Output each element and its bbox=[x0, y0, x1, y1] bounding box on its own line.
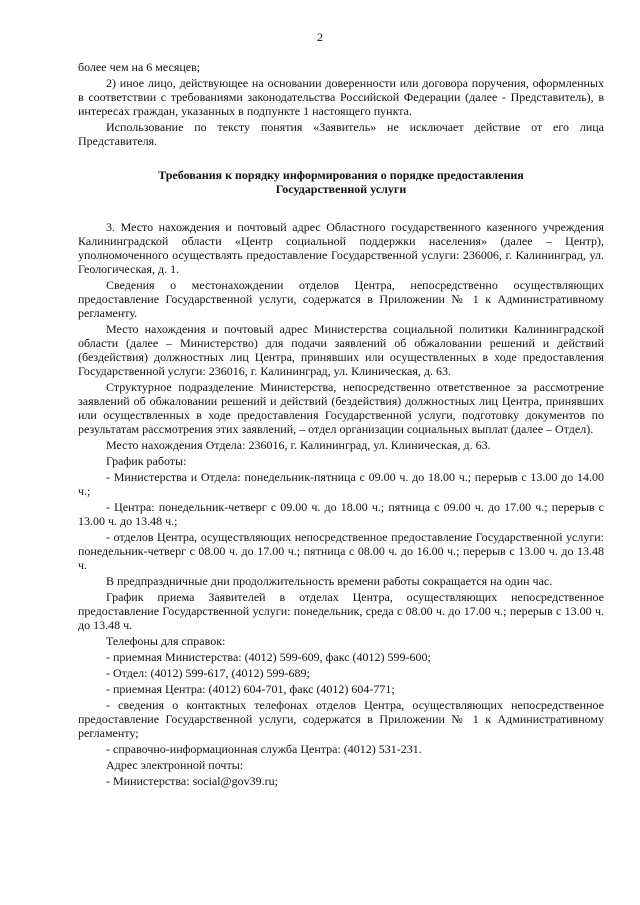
section-heading-line: Государственной услуги bbox=[275, 182, 407, 196]
list-item: - Центра: понедельник-четверг с 09.00 ч. до 18.00 ч.; пятница с 09.00 ч. до 17.00 ч.; перерыв с 13.00 ч. до 13.48 ч.; bbox=[78, 500, 604, 528]
section-heading-line: Требования к порядку информирования о порядке предоставления bbox=[158, 168, 524, 182]
list-item: - отделов Центра, осуществляющих непосредственное предоставление Государственной услуги: понедельник-четверг с 08.00 ч. до 17.00 ч.; пятница с 08.00 ч. до 16.00 ч.; перерыв с 13.00 ч. до 13.48 ч. bbox=[78, 530, 604, 572]
list-item: - Отдел: (4012) 599-617, (4012) 599-689; bbox=[106, 666, 310, 680]
paragraph: 2) иное лицо, действующее на основании доверенности или договора поручения, оформленных в соответствии с требованиями законодательства Российской Федерации (далее - Представитель), в интересах граждан, указанных в подпункте 1 настоящего пункта. bbox=[78, 76, 604, 118]
list-item: - сведения о контактных телефонах отделов Центра, осуществляющих непосредственное предоставление Государственной услуги, содержатся в Приложении № 1 к Административному регламенту; bbox=[78, 698, 604, 740]
paragraph: График работы: bbox=[106, 454, 187, 468]
paragraph: более чем на 6 месяцев; bbox=[78, 60, 201, 74]
paragraph: Структурное подразделение Министерства, непосредственно ответственное за рассмотрение заявлений об обжаловании решений и действий (бездействия) должностных лиц Центра, принявших или осуществленных в ходе предоставления Государственной услуги, подготовку документов по результатам рассмотрения этих заявлений, – отдел организации социальных выплат (далее – Отдел). bbox=[78, 380, 604, 436]
list-item: - приемная Центра: (4012) 604-701, факс (4012) 604-771; bbox=[106, 682, 395, 696]
paragraph: Место нахождения Отдела: 236016, г. Калининград, ул. Клиническая, д. 63. bbox=[106, 438, 491, 452]
paragraph: В предпраздничные дни продолжительность времени работы сокращается на один час. bbox=[106, 574, 553, 588]
paragraph: График приема Заявителей в отделах Центра, осуществляющих непосредственное предоставление Государственной услуги: понедельник, среда с 08.00 ч. до 17.00 ч.; перерыв с 13.00 ч. до 13.48 ч. bbox=[78, 590, 604, 632]
paragraph: Сведения о местонахождении отделов Центра, непосредственно осуществляющих предоставление Государственной услуги, содержатся в Приложении № 1 к Административному регламенту. bbox=[78, 278, 604, 320]
list-item: - Министерства и Отдела: понедельник-пятница с 09.00 ч. до 18.00 ч.; перерыв с 13.00 до 14.00 ч.; bbox=[78, 470, 604, 498]
paragraph: Телефоны для справок: bbox=[106, 634, 226, 648]
page-number: 2 bbox=[317, 30, 323, 44]
paragraph: 3. Место нахождения и почтовый адрес Областного государственного казенного учреждения Калининградской области «Центр социальной поддержки населения» (далее – Центр), уполномоченного осуществлять предоставление Государственной услуги: 236006, г. Калининград, ул. Геологическая, д. 1. bbox=[78, 220, 604, 276]
paragraph: Использование по тексту понятия «Заявитель» не исключает действие от его лица Представителя. bbox=[78, 120, 604, 148]
list-item: - приемная Министерства: (4012) 599-609, факс (4012) 599-600; bbox=[106, 650, 431, 664]
section-heading bbox=[78, 168, 604, 196]
list-item: - Министерства: social@gov39.ru; bbox=[106, 774, 278, 788]
paragraph: Адрес электронной почты: bbox=[106, 758, 244, 772]
paragraph: Место нахождения и почтовый адрес Министерства социальной политики Калининградской области (далее – Министерство) для подачи заявлений об обжаловании решений и действий (бездействия) должностных лиц Центра, принявших или осуществленных в ходе предоставления Государственной услуги: 236016, г. Калининград, ул. Клиническая, д. 63. bbox=[78, 322, 604, 378]
list-item: - справочно-информационная служба Центра: (4012) 531-231. bbox=[106, 742, 422, 756]
document-body bbox=[78, 60, 604, 790]
